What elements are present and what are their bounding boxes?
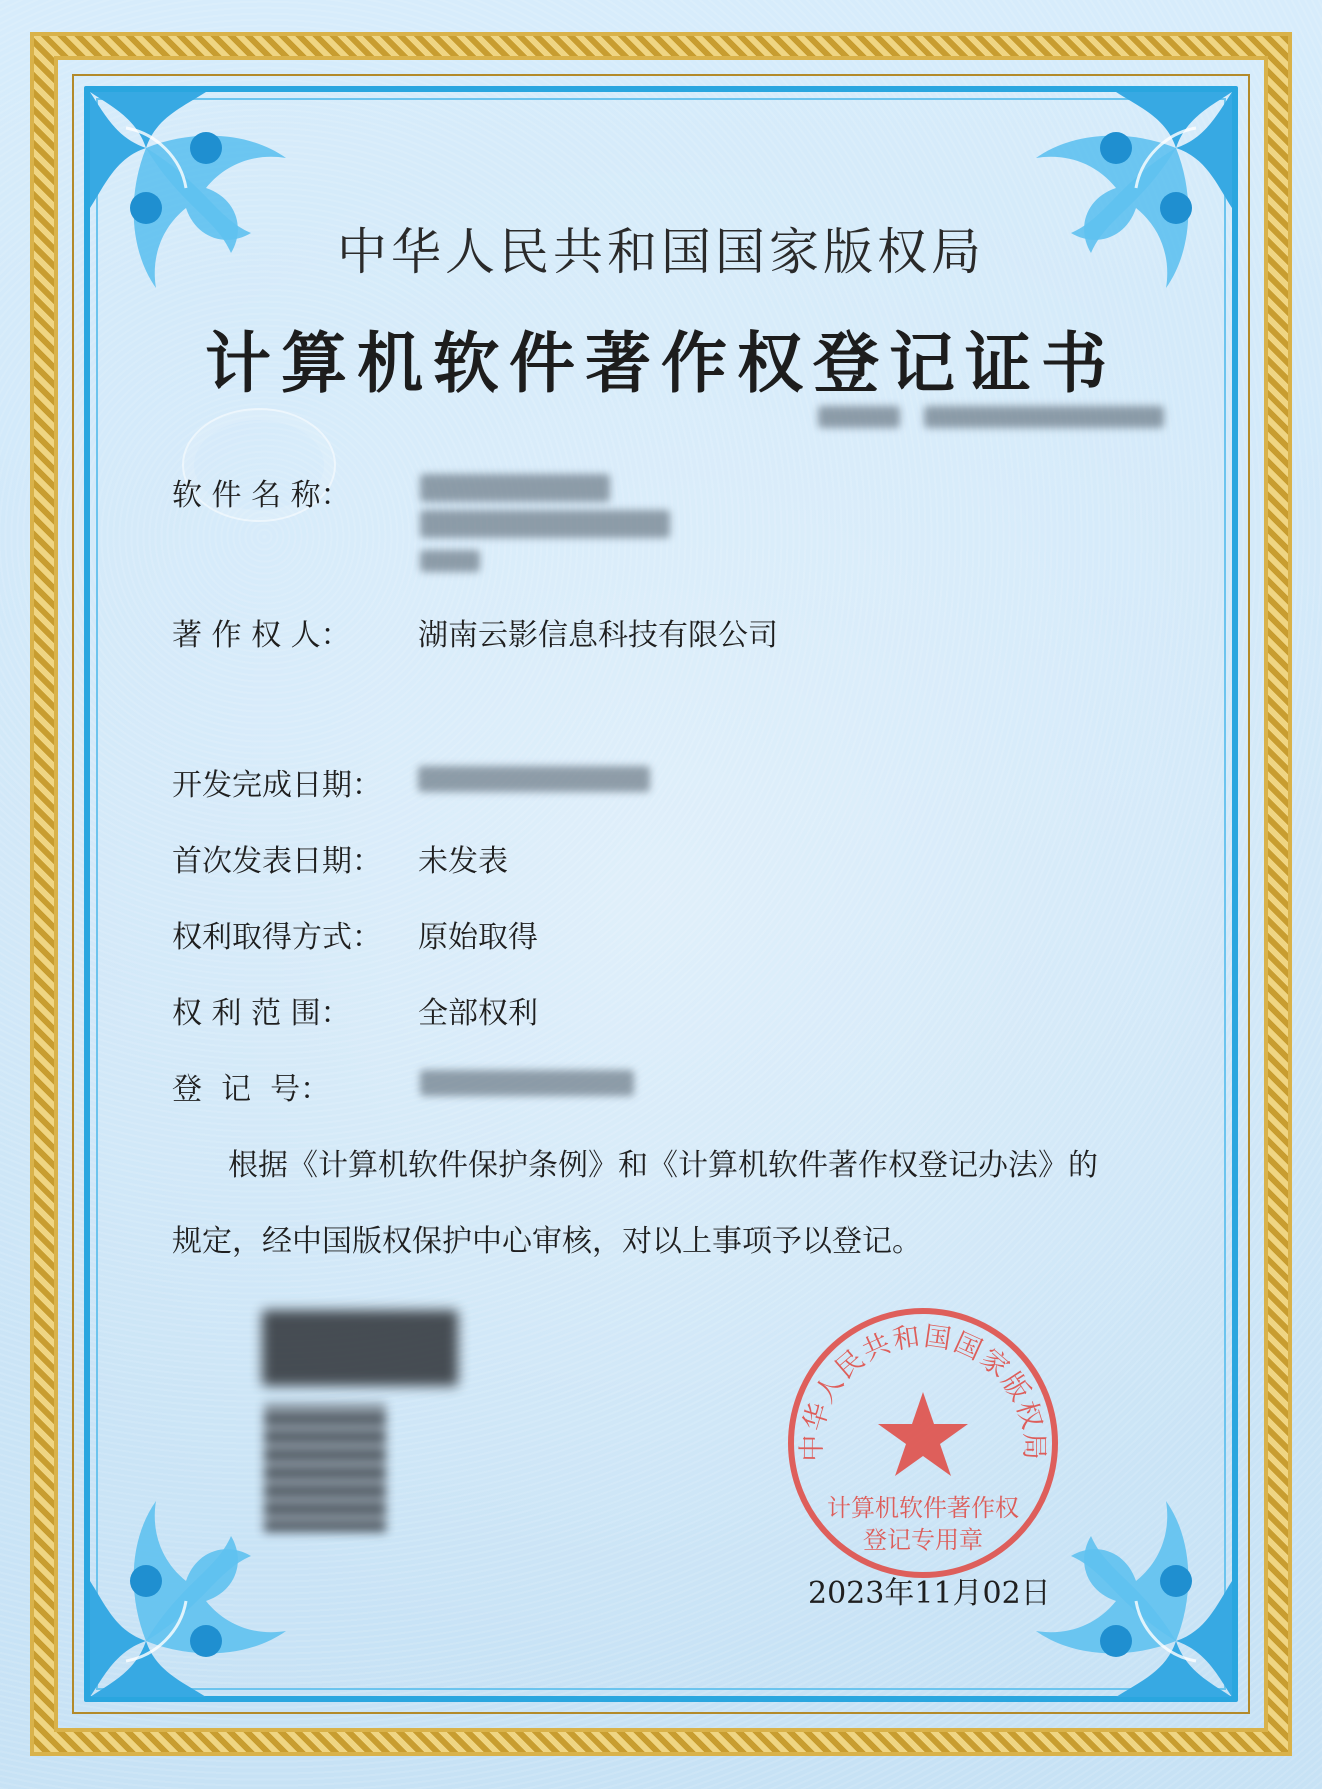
official-seal <box>782 1302 1064 1584</box>
issuer-title: 中华人民共和国国家版权局 <box>337 223 985 281</box>
first-publish-label: 首次发表日期： <box>172 844 382 879</box>
dev-date-label: 开发完成日期： <box>172 768 382 803</box>
software-name-blurred-2 <box>420 510 670 538</box>
certificate-number-blurred-2 <box>924 406 1164 428</box>
reg-no-blurred <box>420 1070 634 1096</box>
certificate-title: 计算机软件著作权登记证书 <box>205 325 1117 402</box>
reg-no-label: 登 记 号： <box>172 1072 331 1107</box>
scope-label: 权 利 范 围： <box>172 996 351 1031</box>
software-name-blurred-1 <box>420 474 610 502</box>
certificate-number-blurred <box>818 406 900 428</box>
signature-blurred <box>262 1310 458 1386</box>
scope-value: 全部权利 <box>418 996 538 1031</box>
statement-line-1 <box>172 1128 1172 1204</box>
acquire-label: 权利取得方式： <box>172 920 382 955</box>
software-name-label: 软 件 名 称： <box>172 478 351 513</box>
software-name-blurred-3 <box>420 550 480 572</box>
acquire-value: 原始取得 <box>418 920 538 955</box>
qr-code-blurred <box>264 1404 386 1532</box>
statement-line-2: 规定，经中国版权保护中心审核，对以上事项予以登记。 <box>172 1224 922 1259</box>
seal-line-1: 计算机软件著作权 <box>827 1494 1019 1522</box>
seal-line-2: 登记专用章 <box>863 1526 983 1554</box>
seal-star-icon <box>878 1392 968 1476</box>
issue-date: 2023年11月02日 <box>808 1576 1051 1611</box>
statement-paragraph <box>172 1128 1172 1280</box>
dev-date-blurred <box>418 766 650 792</box>
statement-line-1-text: 根据《计算机软件保护条例》和《计算机软件著作权登记办法》的 <box>228 1148 1098 1183</box>
seal-ring-text: 中华人民共和国国家版权局 <box>796 1320 1050 1462</box>
first-publish-value: 未发表 <box>418 844 508 879</box>
owner-label: 著 作 权 人： <box>172 618 351 653</box>
owner-value: 湖南云影信息科技有限公司 <box>418 618 778 653</box>
